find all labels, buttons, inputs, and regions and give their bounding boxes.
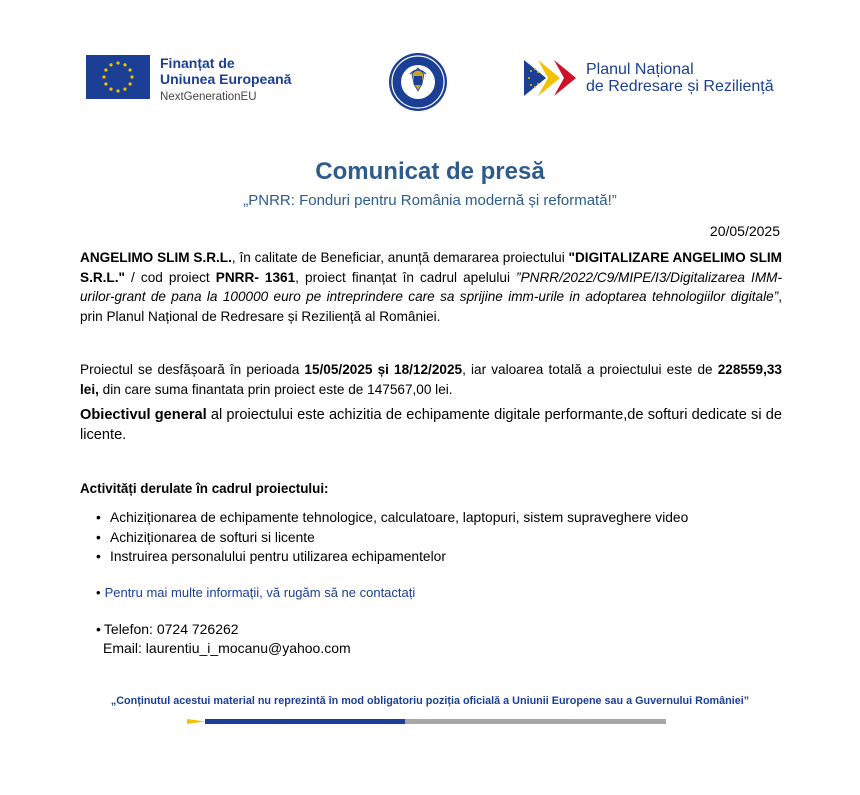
footer-disclaimer: „Conținutul acestui material nu reprezintă în mod obligatoriu poziția oficială a Uniunii Europene sau a Guvernului României” (110, 695, 750, 707)
objective-text: al proiectului este achizitia de echipamente digitale performante,de softuri dedicate si de licente. (80, 407, 782, 443)
activities-title: Activități derulate în cadrul proiectului: (80, 481, 329, 496)
pnrr-logo (524, 60, 774, 96)
press-date: 20/05/2025 (709, 223, 780, 239)
list-item: • Achiziționarea de echipamente tehnologice, calculatoare, laptopuri, sistem supraveghere video (96, 508, 688, 528)
project-period: 15/05/2025 și 18/12/2025 (304, 362, 463, 377)
intro-text-3: , proiect finanțat în cadrul apelului (295, 269, 517, 285)
project-code: PNRR- 1361 (215, 269, 296, 285)
project-name: "DIGITALIZARE ANGELIMO SLIM S.R.L." (80, 250, 782, 285)
page-subtitle: „PNRR: Fonduri pentru România modernă și reformată!” (243, 192, 617, 209)
period-text-1: Proiectul se desfășoară în perioada (80, 362, 305, 377)
pnrr-flag-arrows-icon (524, 60, 580, 96)
eu-flag-icon (86, 55, 150, 99)
email-label: Email: (103, 640, 146, 656)
pnrr-logo-line2: de Redresare și Reziliență (586, 78, 774, 95)
phone-text: • Telefon: 0724 726262 (96, 621, 239, 637)
intro-text-1: , în calitate de Beneficiar, anunță demararea proiectului (231, 250, 569, 265)
email-line (103, 640, 351, 656)
objective-label: Obiectivul general (80, 407, 207, 423)
pnrr-logo-line1: Planul Național (586, 61, 694, 78)
intro-text-2: / cod proiect (124, 269, 216, 285)
period-text-3: din care suma finantata prin proiect este de 147567,00 lei. (98, 381, 453, 397)
more-info-text: • Pentru mai multe informații, vă rugăm să ne contactați (96, 585, 415, 600)
activities-list (96, 508, 688, 567)
page-title: Comunicat de presă (315, 158, 545, 185)
intro-text-4: , prin Planul Național de Redresare și Reziliență al României. (80, 289, 782, 324)
intro-paragraph (80, 248, 782, 326)
project-value: 228559,33 lei, (80, 362, 782, 397)
eu-funding-logo (86, 55, 291, 105)
period-text-2: , iar valoarea totală a proiectului este de (462, 362, 718, 377)
eu-logo-line3: NextGenerationEU (160, 91, 257, 103)
email-address: laurentiu_i_mocanu@yahoo.com (145, 640, 351, 656)
eu-logo-line2: Uniunea Europeană (160, 71, 292, 87)
company-name: ANGELIMO SLIM S.R.L. (80, 250, 232, 265)
period-paragraph (80, 360, 782, 399)
list-item: • Instruirea personalului pentru utilizarea echipamentelor (96, 547, 688, 567)
guvernul-romaniei-seal-icon (388, 52, 448, 112)
footer-color-bar (187, 719, 666, 724)
funding-call: ”PNRR/2022/C9/MIPE/I3/Digitalizarea IMM-urilor-grant de pana la 100000 euro pe intreprindere care sa sprijine imm-urile in adoptarea tehnologiilor digitale” (80, 269, 782, 304)
eu-logo-line1: Finanțat de (160, 55, 235, 71)
objective-paragraph (80, 405, 782, 445)
list-item: • Achiziționarea de softuri si licente (96, 528, 688, 548)
